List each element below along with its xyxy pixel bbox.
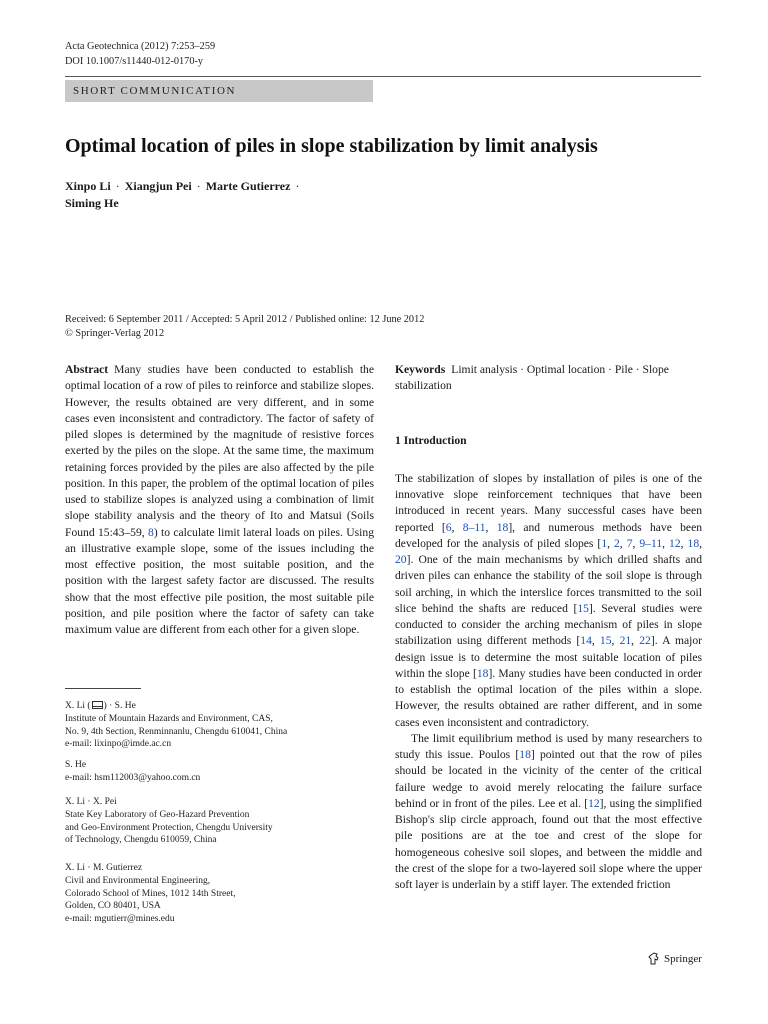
affiliation-line: and Geo-Environment Protection, Chengdu University: [65, 822, 273, 833]
author-separator: ·: [196, 179, 201, 193]
citation-link[interactable]: 6: [445, 520, 452, 534]
springer-horse-icon: [648, 952, 660, 965]
affiliation-line: Institute of Mountain Hazards and Environment, CAS,: [65, 713, 273, 724]
body-text: ]. Many studies have been conducted in order to establish the optimal location of the piles within a slope. However, the results obtained are rather different, and in some cases even inconsistent and contradictory.: [395, 666, 702, 729]
article-title: Optimal location of piles in slope stabilization by limit analysis: [65, 135, 598, 157]
affiliation-rule: [65, 688, 141, 689]
affiliation-line: Colorado School of Mines, 1012 14th Street,: [65, 888, 236, 899]
header-rule: [65, 76, 701, 77]
body-text: ,: [631, 634, 640, 648]
abstract-text-1: Many studies have been conducted to establish the optimal location of a row of piles to reinforce and stabilize slopes. However, the results obtained are very different, and in some cases even inconsistent and contradictory. The factor of safety of piled slopes is determined by the magnitude of resistive forces exerted by the piles on the slope. At the same time, the maximum retaining forces provided by the piles are also affected by the pile position. In this paper, the problem of the optimal location of piles used to stabilize slopes is analyzed using a combination of limit slope stability analysis and the theory of Ito and Matsui (Soils Found 15:43–59,: [65, 363, 374, 539]
body-text: ,: [619, 536, 627, 550]
affiliation-authors: X. Li (: [65, 701, 91, 711]
journal-citation: Acta Geotechnica (2012) 7:253–259: [65, 41, 216, 52]
body-text: ,: [662, 536, 670, 550]
copyright-line: © Springer-Verlag 2012: [65, 328, 165, 339]
publisher-name: Springer: [664, 952, 702, 965]
abstract-label: Abstract: [65, 363, 109, 376]
citation-link[interactable]: 12: [588, 796, 600, 810]
email-link[interactable]: e-mail: hsm112003@yahoo.com.cn: [65, 772, 201, 783]
affiliation-2: [65, 759, 375, 785]
citation-link[interactable]: 18: [476, 666, 489, 680]
citation-link[interactable]: 20: [395, 553, 407, 566]
body-text: ]. A major design issue is to determine the most suitable location of piles within the slope [: [395, 634, 703, 680]
body-text: The limit equilibrium method is used by many researchers to study this issue. Poulos [: [395, 731, 702, 761]
author-name[interactable]: Siming He: [65, 195, 119, 210]
citation-link[interactable]: 18: [687, 536, 700, 550]
citation-link[interactable]: 7: [626, 536, 633, 550]
author-line-1: [65, 178, 385, 195]
body-text: ,: [591, 634, 600, 648]
abstract-text-2: ) to calculate limit lateral loads on piles. Using an illustrative example slope, some of the issues including the most effective position, the most suitable position, and the position with the largest safety factor are discussed. The results show that the most effective pile position, the most suitable pile position, and pile position where the factor of safety can take maximum value are different from each other for a given slope.: [65, 525, 374, 636]
email-link[interactable]: e-mail: lixinpo@imde.ac.cn: [65, 739, 172, 750]
affiliation-authors: S. He: [65, 760, 87, 770]
body-text: ]. One of the main mechanisms by which drilled shafts and driven piles can enhance the stability of the soil slope is through soil arching, in which the interslice forces transmitted to the soil slice behind the shafts are reduced [: [395, 553, 702, 615]
citation-link[interactable]: 2: [614, 536, 620, 550]
affiliation-line: Civil and Environmental Engineering,: [65, 875, 211, 886]
author-name[interactable]: Marte Gutierrez: [205, 179, 291, 193]
keywords: [395, 362, 702, 395]
body-text: ,: [699, 536, 703, 550]
affiliation-line: No. 9, 4th Section, Renminnanlu, Chengdu 610041, China: [65, 726, 288, 737]
abstract: [65, 362, 374, 638]
affiliation-3: [65, 796, 375, 847]
body-text: The stabilization of slopes by installation of piles is one of the innovative slope reinforcement techniques that have been introduced in recent years. Many successful cases have been reported [: [395, 471, 702, 534]
affiliation-authors: ) · S. He: [103, 701, 136, 711]
affiliation-line: of Technology, Chengdu 610059, China: [65, 835, 217, 846]
citation-link[interactable]: 8–11: [462, 520, 486, 534]
body-text: ,: [451, 520, 463, 534]
affiliation-authors: X. Li · X. Pei: [65, 797, 117, 807]
affiliation-4: [65, 862, 375, 926]
citation-link[interactable]: 9–11: [639, 536, 663, 550]
affiliation-line: State Key Laboratory of Geo-Hazard Prevention: [65, 809, 250, 820]
author-name[interactable]: Xiangjun Pei: [124, 179, 192, 193]
citation-link[interactable]: 1: [601, 536, 608, 550]
body-text: ,: [611, 634, 620, 648]
citation-link[interactable]: 15: [577, 601, 589, 615]
right-column: [395, 362, 702, 893]
publication-history: [65, 313, 424, 341]
body-text: ,: [485, 520, 497, 534]
citation-link[interactable]: 21: [619, 634, 632, 648]
citation-link[interactable]: 18: [496, 520, 509, 534]
citation-link[interactable]: 22: [639, 634, 651, 648]
affiliation-authors: X. Li · M. Gutierrez: [65, 863, 143, 873]
keywords-text: Limit analysis · Optimal location · Pile · Slope stabilization: [395, 363, 669, 393]
body-text: ,: [680, 536, 688, 550]
doi[interactable]: DOI 10.1007/s11440-012-0170-y: [65, 56, 204, 67]
keywords-label: Keywords: [395, 363, 446, 376]
body-text: ]. Several studies were conducted to consider the arching mechanism of piles in slope stabilization using different methods [: [395, 601, 703, 648]
body-text: ,: [632, 536, 640, 550]
author-list: [65, 178, 385, 211]
body-text: ,: [607, 536, 614, 550]
body-text: ], using the simplified Bishop's slip circle approach, found out that the most effective pile positions are at the toe and crest of the slope for homogeneous cohesive soil slopes, and between the middle and the crest of the slope for a two-layered soil slope where the upper soft layer is underlain by a stiff layer. The extended friction: [395, 796, 702, 891]
citation-link[interactable]: 12: [669, 536, 681, 550]
author-separator: ·: [115, 179, 120, 193]
author-name[interactable]: Xinpo Li: [65, 179, 111, 193]
intro-paragraph-1: [395, 471, 702, 731]
envelope-icon[interactable]: [92, 701, 103, 709]
dates-line: Received: 6 September 2011 / Accepted: 5 April 2012 / Published online: 12 June 2012: [65, 314, 425, 325]
email-link[interactable]: e-mail: mgutierr@mines.edu: [65, 914, 175, 925]
author-separator: ·: [295, 179, 300, 193]
section-heading: 1 Introduction: [395, 433, 467, 447]
citation-link[interactable]: 18: [519, 748, 531, 761]
article-type-banner: SHORT COMMUNICATION: [65, 80, 373, 102]
affiliation-line: Golden, CO 80401, USA: [65, 901, 161, 912]
body-text: ] pointed out that the row of piles should be located in the vicinity of the center of the critical failure wedge to avoid merely relocating the failure surface behind or in front of the piles. Lee et al. [: [395, 748, 702, 810]
affiliation-1: [65, 700, 375, 751]
body-text: ], and numerous methods have been developed for the analysis of piled slopes [: [395, 520, 703, 550]
publisher-logo: [648, 952, 702, 965]
citation-link[interactable]: 15: [599, 634, 612, 648]
intro-paragraph-2: [395, 731, 702, 894]
citation-link[interactable]: 14: [580, 634, 592, 648]
citation-link[interactable]: 8: [148, 525, 154, 539]
